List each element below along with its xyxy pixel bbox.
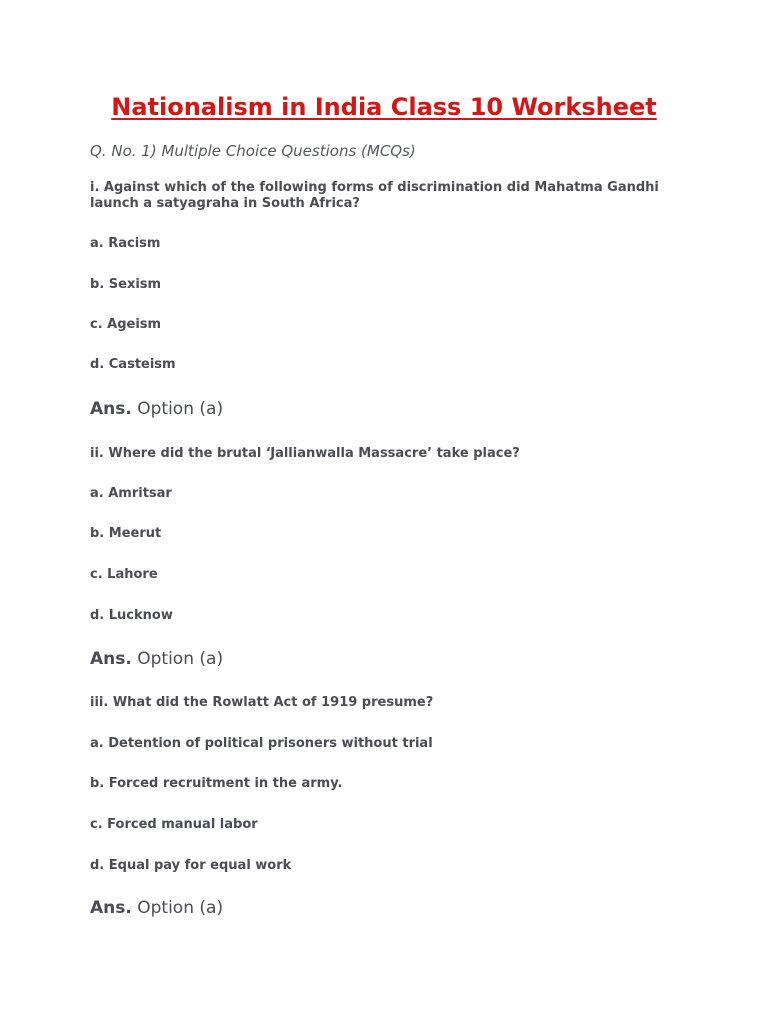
- question-1-option-c: c. Ageism: [90, 317, 162, 332]
- question-2-option-b: b. Meerut: [90, 526, 162, 541]
- question-1-option-a: a. Racism: [90, 236, 161, 251]
- question-2-option-a: a. Amritsar: [90, 486, 172, 501]
- question-3-text: iii. What did the Rowlatt Act of 1919 presume?: [90, 695, 434, 710]
- question-1-option-d: d. Casteism: [90, 357, 176, 372]
- answer-value: Option (a): [137, 898, 224, 918]
- question-3-option-d: d. Equal pay for equal work: [90, 858, 292, 873]
- section-subtitle: Q. No. 1) Multiple Choice Questions (MCQs): [90, 142, 416, 160]
- question-3-option-b: b. Forced recruitment in the army.: [90, 776, 343, 791]
- question-3-option-a: a. Detention of political prisoners without trial: [90, 736, 433, 751]
- answer-label: Ans.: [90, 399, 132, 419]
- question-2-answer: [90, 648, 223, 670]
- answer-label: Ans.: [90, 898, 132, 918]
- question-2-option-c: c. Lahore: [90, 567, 158, 582]
- question-3-answer: [90, 897, 223, 919]
- answer-value: Option (a): [137, 649, 224, 669]
- answer-label: Ans.: [90, 649, 132, 669]
- question-3-option-c: c. Forced manual labor: [90, 817, 258, 832]
- question-2-text: ii. Where did the brutal ‘Jallianwalla Massacre’ take place?: [90, 446, 520, 461]
- question-2-option-d: d. Lucknow: [90, 608, 173, 623]
- answer-value: Option (a): [137, 399, 224, 419]
- page-title: Nationalism in India Class 10 Worksheet: [111, 93, 657, 121]
- question-1-option-b: b. Sexism: [90, 277, 162, 292]
- question-1-text: i. Against which of the following forms of discrimination did Mahatma Gandhi launch a satyagraha in South Africa?: [90, 180, 659, 211]
- question-1-answer: [90, 398, 223, 420]
